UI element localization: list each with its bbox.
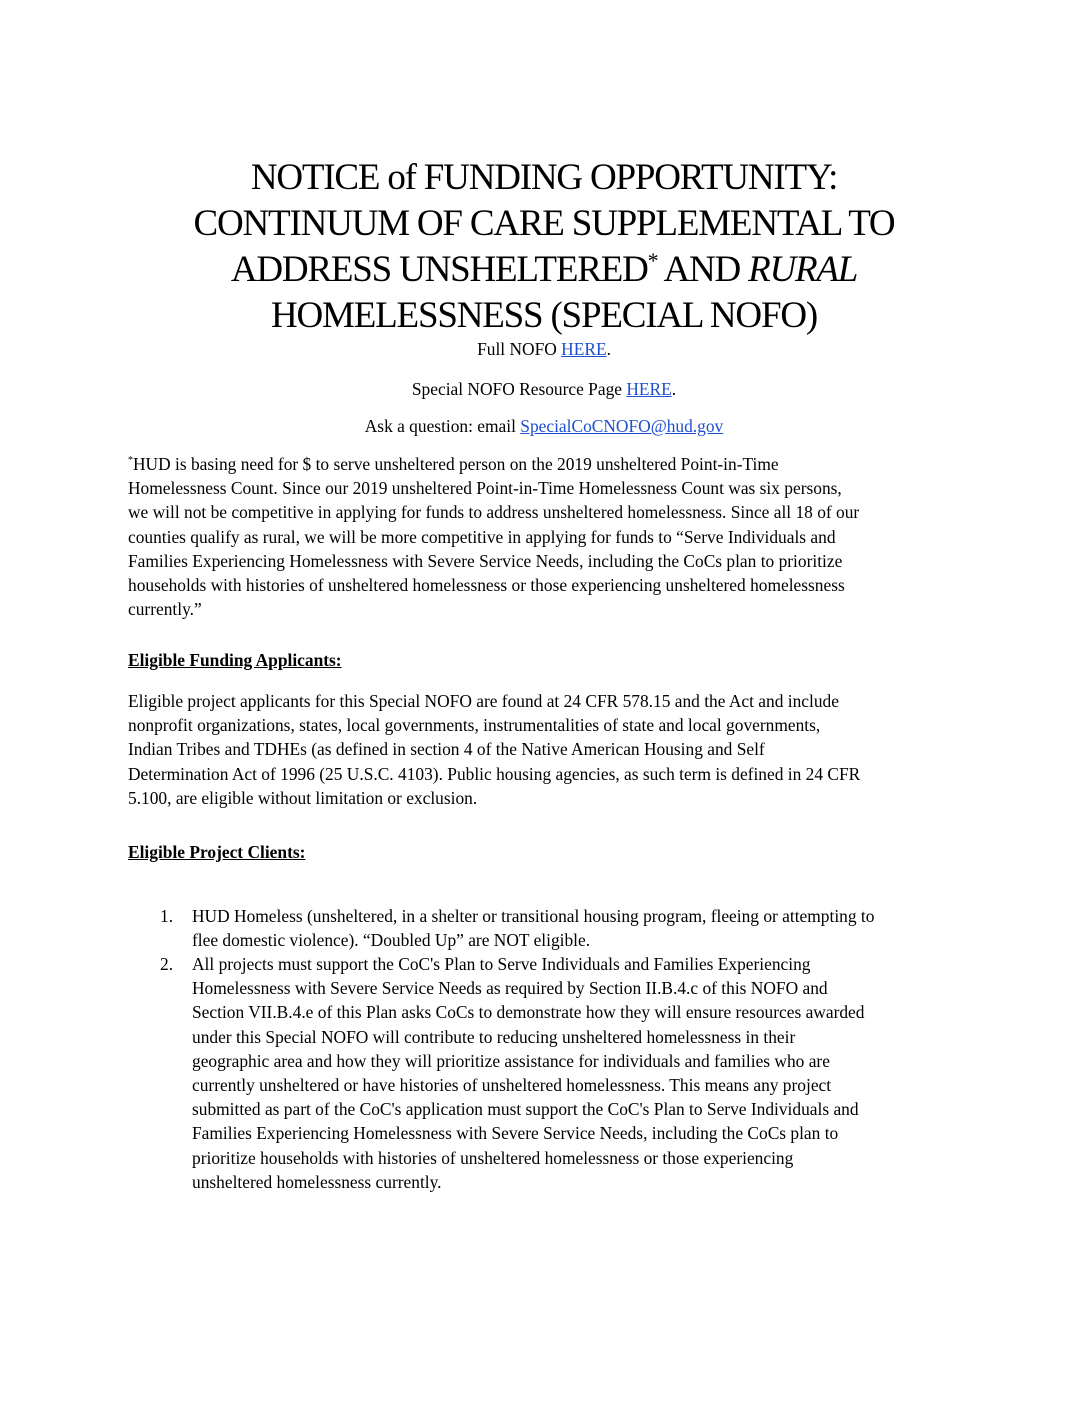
footnote-line: currently.” [128, 599, 202, 620]
list-item-body [192, 952, 864, 1194]
list-item-line: Homelessness with Severe Service Needs as required by Section II.B.4.c of this NOFO and [192, 978, 828, 999]
footnote-line: households with histories of unsheltered homelessness or those experiencing unsheltered homelessness [128, 575, 845, 596]
title-rural-emphasis: RURAL [748, 249, 858, 290]
footnote-line: *HUD is basing need for $ to serve unsheltered person on the 2019 unsheltered Point-in-Time [128, 454, 779, 474]
applicants-line: Indian Tribes and TDHEs (as defined in section 4 of the Native American Housing and Self [128, 739, 765, 760]
title-line-1: NOTICE of FUNDING OPPORTUNITY: [250, 157, 838, 198]
eligible-applicants-paragraph [128, 689, 973, 810]
title-line-2: CONTINUUM OF CARE SUPPLEMENTAL TO [193, 203, 895, 244]
title-line-3 [100, 247, 988, 293]
list-item-line: flee domestic violence). “Doubled Up” are NOT eligible. [192, 930, 591, 951]
applicants-line: 5.100, are eligible without limitation or exclusion. [128, 787, 478, 808]
list-item-line: Section VII.B.4.e of this Plan asks CoCs to demonstrate how they will ensure resources awarded [192, 1002, 865, 1023]
list-item-body [192, 904, 874, 952]
list-item-line: Families Experiencing Homelessness with Severe Service Needs, including the CoCs plan to [192, 1123, 839, 1144]
eligible-clients-heading: Eligible Project Clients: [128, 842, 306, 862]
footnote-star: * [128, 455, 133, 466]
footnote-line: counties qualify as rural, we will be more competitive in applying for funds to “Serve Individuals and [128, 526, 836, 547]
list-item-line: HUD Homeless (unsheltered, in a shelter or transitional housing program, fleeing or attempting to [192, 906, 875, 926]
full-nofo-link[interactable]: HERE [561, 339, 607, 359]
list-item-line: All projects must support the CoC's Plan to Serve Individuals and Families Experiencing [192, 954, 811, 974]
list-number: 2. [160, 954, 174, 974]
list-item-line: under this Special NOFO will contribute to reducing unsheltered homelessness in their [192, 1026, 796, 1047]
applicants-line: Eligible project applicants for this Special NOFO are found at 24 CFR 578.15 and the Act and include [128, 691, 839, 711]
footnote-paragraph [128, 452, 973, 621]
footnote-line: Homelessness Count. Since our 2019 unsheltered Point-in-Time Homelessness Count was six persons, [128, 478, 842, 499]
resource-page-line [100, 378, 988, 400]
footnote-line: Families Experiencing Homelessness with Severe Service Needs, including the CoCs plan to prioritize [128, 550, 843, 571]
resource-page-label: Special NOFO Resource Page [411, 379, 627, 399]
ask-question-line [100, 415, 988, 437]
footnote-line: we will not be competitive in applying for funds to address unsheltered homelessness. Since all 18 of our [128, 502, 860, 523]
list-number: 1. [160, 906, 174, 926]
list-item-line: submitted as part of the CoC's application must support the CoC's Plan to Serve Individuals and [192, 1099, 859, 1120]
title-line-3-text: ADDRESS UNSHELTERED [230, 249, 648, 290]
applicants-line: nonprofit organizations, states, local governments, instrumentalities of state and local governments, [128, 715, 821, 736]
list-item-line: prioritize households with histories of unsheltered homelessness or those experiencing [192, 1147, 794, 1168]
page-title [100, 155, 988, 339]
list-item-line: currently unsheltered or have histories of unsheltered homelessness. This means any project [192, 1075, 832, 1096]
list-item-line: geographic area and how they will prioritize assistance for individuals and families who are [192, 1050, 830, 1071]
applicants-line: Determination Act of 1996 (25 U.S.C. 4103). Public housing agencies, as such term is defined in 24 CFR [128, 763, 861, 784]
eligible-applicants-heading: Eligible Funding Applicants: [128, 650, 342, 670]
title-line-3-and: AND [657, 249, 749, 290]
list-item-line: unsheltered homelessness currently. [192, 1171, 442, 1192]
footnote-marker: * [647, 248, 658, 273]
full-nofo-line [100, 338, 988, 360]
resource-page-link[interactable]: HERE [626, 379, 672, 399]
full-nofo-label: Full NOFO [477, 339, 562, 359]
question-email-link[interactable]: SpecialCoCNOFO@hud.gov [520, 416, 724, 436]
title-line-4: HOMELESSNESS (SPECIAL NOFO) [271, 295, 817, 336]
ask-question-label: Ask a question: email [364, 416, 521, 436]
resource-page-period: . [671, 379, 677, 399]
full-nofo-period: . [606, 339, 611, 359]
